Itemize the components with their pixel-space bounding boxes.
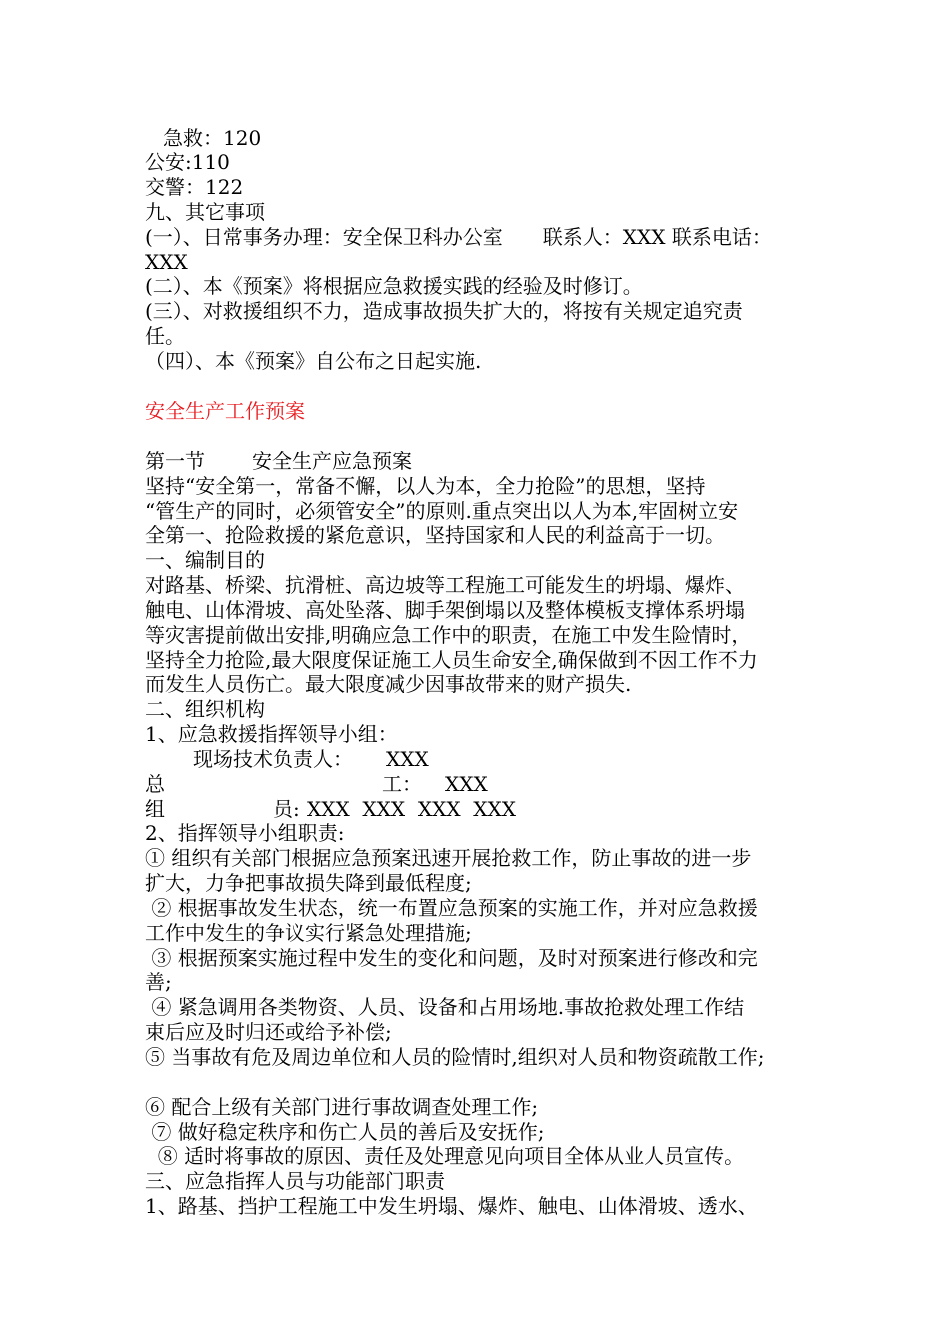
item-1-line-1: (一）、日常事务办理：安全保卫科办公室 联系人：XXX 联系电话： bbox=[145, 225, 772, 249]
document-title: 安全生产工作预案 bbox=[145, 399, 305, 423]
org-heading: 二、组织机构 bbox=[145, 697, 265, 721]
purpose-line: 对路基、桥梁、抗滑桩、高边坡等工程施工可能发生的坍塌、爆炸、 bbox=[145, 573, 745, 597]
command-item-1: 1、路基、挡护工程施工中发生坍塌、爆炸、触电、山体滑坡、透水、 bbox=[145, 1194, 758, 1218]
member-label-end: 员: bbox=[273, 797, 300, 821]
section-heading-number: 第一节 bbox=[145, 449, 205, 473]
duty-line: ⑥ 配合上级有关部门进行事故调查处理工作; bbox=[145, 1095, 539, 1119]
duty-line: ⑤ 当事故有危及周边单位和人员的险情时,组织对人员和物资疏散工作; bbox=[145, 1045, 765, 1069]
intro-line: 坚持“安全第一，常备不懈，以人为本，全力抢险”的思想，坚持 bbox=[145, 474, 706, 498]
item-1-line-2: XXX bbox=[145, 250, 188, 274]
command-heading: 三、应急指挥人员与功能部门职责 bbox=[145, 1169, 445, 1193]
item-3-line-1: (三）、对救援组织不力，造成事故损失扩大的，将按有关规定追究责 bbox=[145, 299, 743, 323]
duty-line: ③ 根据预案实施过程中发生的变化和问题，及时对预案进行修改和完 bbox=[145, 946, 758, 970]
chief-label-start: 总 bbox=[145, 772, 165, 796]
item-3-line-2: 任。 bbox=[145, 324, 185, 348]
item-2: (二）、本《预案》将根据应急救援实践的经验及时修订。 bbox=[145, 274, 643, 298]
duty-line: ⑦ 做好稳定秩序和伤亡人员的善后及安抚作; bbox=[145, 1120, 545, 1144]
group-heading: 1、应急救援指挥领导小组： bbox=[145, 722, 398, 746]
tech-lead-value: XXX bbox=[386, 747, 429, 771]
intro-line: 全第一、抢险救援的紧危意识，坚持国家和人民的利益高于一切。 bbox=[145, 523, 725, 547]
duty-line: ① 组织有关部门根据应急预案迅速开展抢救工作，防止事故的进一步 bbox=[145, 846, 752, 870]
intro-line: “管生产的同时，必须管安全”的原则.重点突出以人为本,牢固树立安 bbox=[145, 499, 739, 523]
purpose-line: 等灾害提前做出安排,明确应急工作中的职责，在施工中发生险情时， bbox=[145, 623, 752, 647]
chief-value: XXX bbox=[445, 772, 488, 796]
duty-line: ⑧ 适时将事故的原因、责任及处理意见向项目全体从业人员宣传。 bbox=[145, 1144, 745, 1168]
police-number: 公安:110 bbox=[145, 150, 230, 174]
chief-label-end: 工： bbox=[382, 772, 422, 796]
duty-line: 束后应及时归还或给予补偿; bbox=[145, 1020, 392, 1044]
member-label-start: 组 bbox=[145, 797, 165, 821]
duty-line: ④ 紧急调用各类物资、人员、设备和占用场地.事故抢救处理工作结 bbox=[145, 995, 745, 1019]
duty-line: ② 根据事故发生状态，统一布置应急预案的实施工作，并对应急救援 bbox=[145, 896, 758, 920]
member-values: XXX XXX XXX XXX bbox=[307, 797, 517, 821]
first-aid-number: 急救：120 bbox=[163, 126, 262, 150]
purpose-line: 坚持全力抢险,最大限度保证施工人员生命安全,确保做到不因工作不力 bbox=[145, 648, 758, 672]
purpose-heading: 一、编制目的 bbox=[145, 548, 265, 572]
duty-heading: 2、指挥领导小组职责: bbox=[145, 821, 345, 845]
tech-lead-label: 现场技术负责人： bbox=[193, 747, 353, 771]
section-heading-text: 安全生产应急预案 bbox=[252, 449, 412, 473]
section-nine-heading: 九、其它事项 bbox=[145, 200, 265, 224]
traffic-police-number: 交警：122 bbox=[145, 175, 244, 199]
purpose-line: 触电、山体滑坡、高处坠落、脚手架倒塌以及整体模板支撑体系坍塌 bbox=[145, 598, 745, 622]
duty-line: 善; bbox=[145, 970, 172, 994]
duty-line: 扩大，力争把事故损失降到最低程度; bbox=[145, 871, 472, 895]
purpose-line: 而发生人员伤亡。最大限度减少因事故带来的财产损失. bbox=[145, 672, 632, 696]
duty-line: 工作中发生的争议实行紧急处理措施; bbox=[145, 921, 472, 945]
item-4: （四）、本《预案》自公布之日起实施. bbox=[145, 349, 482, 373]
